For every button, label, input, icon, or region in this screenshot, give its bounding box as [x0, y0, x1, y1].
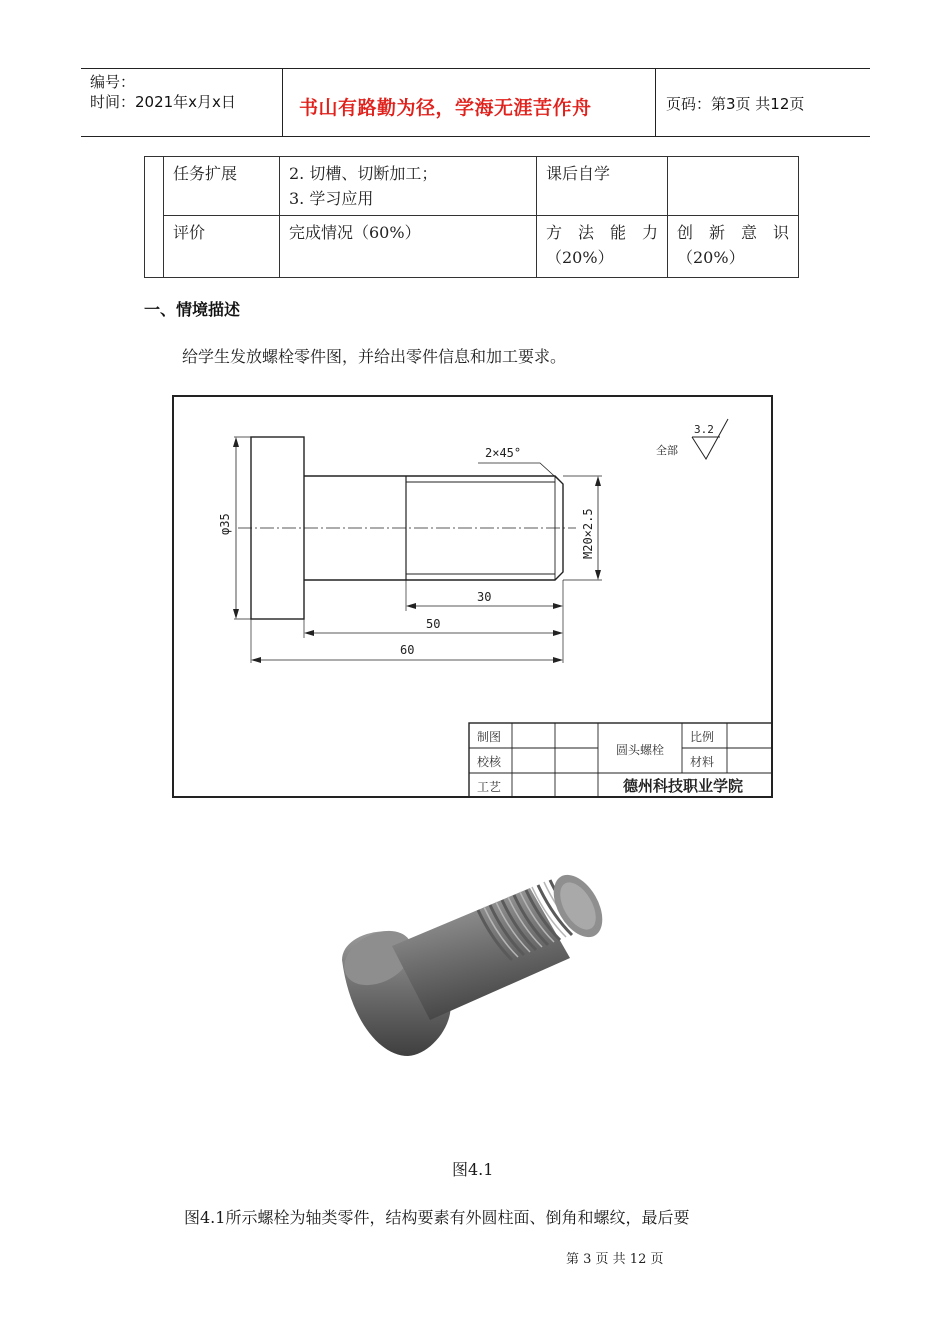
row-label: 任务扩展	[164, 157, 280, 216]
page-header	[81, 68, 870, 137]
cell-char: 意	[740, 223, 757, 242]
row-label: 评价	[164, 216, 280, 278]
cell-char: 方	[546, 223, 563, 242]
cell-char: 力	[641, 223, 658, 242]
page-footer: 第 3 页 共 12 页	[566, 1252, 664, 1267]
serial-label: 编号：	[90, 73, 136, 91]
tb-process: 工艺	[477, 780, 502, 794]
bolt-3d-image	[330, 860, 630, 1085]
dim-thread: M20×2.5	[581, 508, 595, 559]
header-page-cell	[655, 69, 871, 136]
bolt-drawing	[172, 395, 774, 799]
cell-char: 法	[577, 223, 594, 242]
dim-30: 30	[477, 590, 492, 604]
table-row	[145, 157, 799, 216]
time-text: 时间：2021年x月x日	[90, 93, 236, 111]
method-ability-cell	[537, 216, 668, 278]
intro-paragraph: 给学生发放螺栓零件图，并给出零件信息和加工要求。	[182, 347, 567, 366]
dim-chamfer: 2×45°	[485, 446, 522, 460]
tb-material: 材料	[690, 755, 715, 769]
cell-char: 创	[677, 223, 694, 242]
task-item: 3. 学习应用	[289, 189, 374, 208]
table-side-cell	[145, 157, 164, 278]
roughness-label: 全部	[656, 444, 678, 457]
innovation-cell	[668, 216, 799, 278]
motto-text: 书山有路勤为径，学海无涯苦作舟	[299, 97, 592, 119]
tb-drawn: 制图	[477, 730, 502, 744]
tb-school: 德州科技职业学院	[623, 777, 744, 795]
task-item: 2. 切槽、切断加工；	[289, 164, 438, 183]
table-row	[145, 216, 799, 278]
task-items-cell	[280, 157, 537, 216]
tb-checked: 校核	[477, 755, 502, 769]
cell-percent: （20%）	[546, 248, 614, 267]
body-paragraph: 图4.1所示螺栓为轴类零件，结构要素有外圆柱面、倒角和螺纹，最后要	[184, 1208, 690, 1227]
cell-char: 能	[609, 223, 626, 242]
cell-char: 识	[772, 223, 789, 242]
evaluation-table	[144, 156, 799, 278]
page-code: 页码：第3页 共12页	[666, 95, 805, 113]
section-heading: 一、情境描述	[144, 300, 241, 319]
empty-cell	[668, 157, 799, 216]
cell-char: 新	[708, 223, 725, 242]
completion-cell: 完成情况（60%）	[280, 216, 537, 278]
header-meta-cell	[81, 69, 283, 136]
dim-diameter: φ35	[218, 513, 232, 535]
dim-50: 50	[426, 617, 441, 631]
tb-scale: 比例	[690, 730, 715, 744]
self-study-cell: 课后自学	[537, 157, 668, 216]
figure-caption: 图4.1	[452, 1160, 494, 1179]
dim-60: 60	[400, 643, 415, 657]
tb-part-name: 圆头螺栓	[616, 743, 665, 757]
roughness-value: 3.2	[694, 423, 714, 436]
cell-percent: （20%）	[677, 248, 745, 267]
